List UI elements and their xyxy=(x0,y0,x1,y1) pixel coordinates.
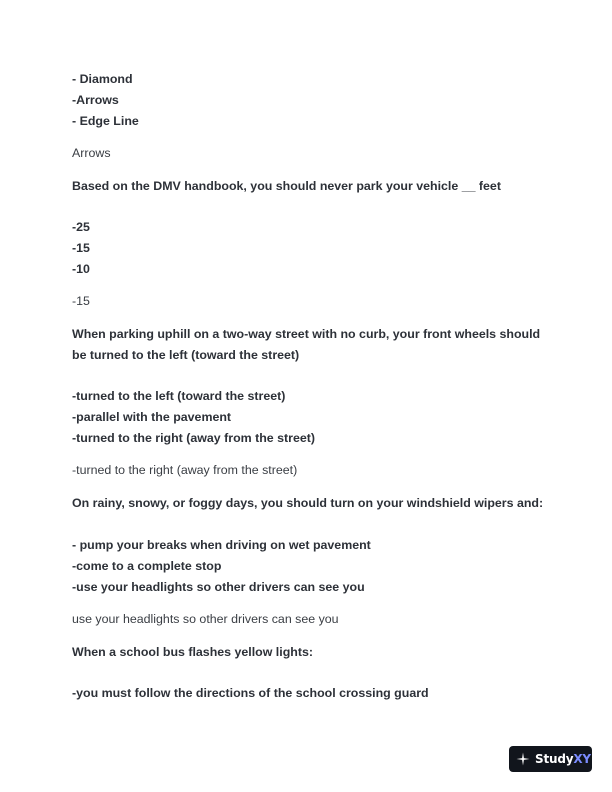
q3-question-line-2: be turned to the left (toward the street) xyxy=(72,348,300,362)
q4-question: On rainy, snowy, or foggy days, you should turn on your windshield wipers and: xyxy=(72,496,544,510)
q4-option-complete-stop: -come to a complete stop xyxy=(72,559,222,573)
brand-name xyxy=(535,752,591,766)
q3-option-left: -turned to the left (toward the street) xyxy=(72,389,286,403)
studyxy-logo-badge xyxy=(509,746,592,772)
q1-option-diamond: - Diamond xyxy=(72,72,133,86)
q3-question-line-1: When parking uphill on a two-way street with no curb, your front wheels should xyxy=(72,327,541,341)
q5-option-crossing-guard: -you must follow the directions of the school crossing guard xyxy=(72,686,429,700)
plus-sparkle-icon xyxy=(516,752,530,766)
q1-option-arrows: -Arrows xyxy=(72,93,119,107)
q3-answer: -turned to the right (away from the street) xyxy=(72,463,298,477)
q1-option-edge-line: - Edge Line xyxy=(72,114,139,128)
q3-option-right: -turned to the right (away from the street) xyxy=(72,431,316,445)
q2-option-15: -15 xyxy=(72,241,90,255)
q1-answer: Arrows xyxy=(72,146,111,160)
q2-answer: -15 xyxy=(72,294,90,308)
q4-option-pump-breaks: - pump your breaks when driving on wet pavement xyxy=(72,538,371,552)
q4-answer: use your headlights so other drivers can see you xyxy=(72,612,339,626)
brand-name-study: Study xyxy=(535,752,574,766)
q2-option-25: -25 xyxy=(72,220,90,234)
q3-option-parallel: -parallel with the pavement xyxy=(72,410,232,424)
q2-question: Based on the DMV handbook, you should never park your vehicle __ feet xyxy=(72,179,501,193)
q2-option-10: -10 xyxy=(72,262,90,276)
brand-name-xy: XY xyxy=(573,752,591,766)
q4-option-headlights: -use your headlights so other drivers can see you xyxy=(72,580,365,594)
q5-question: When a school bus flashes yellow lights: xyxy=(72,645,313,659)
